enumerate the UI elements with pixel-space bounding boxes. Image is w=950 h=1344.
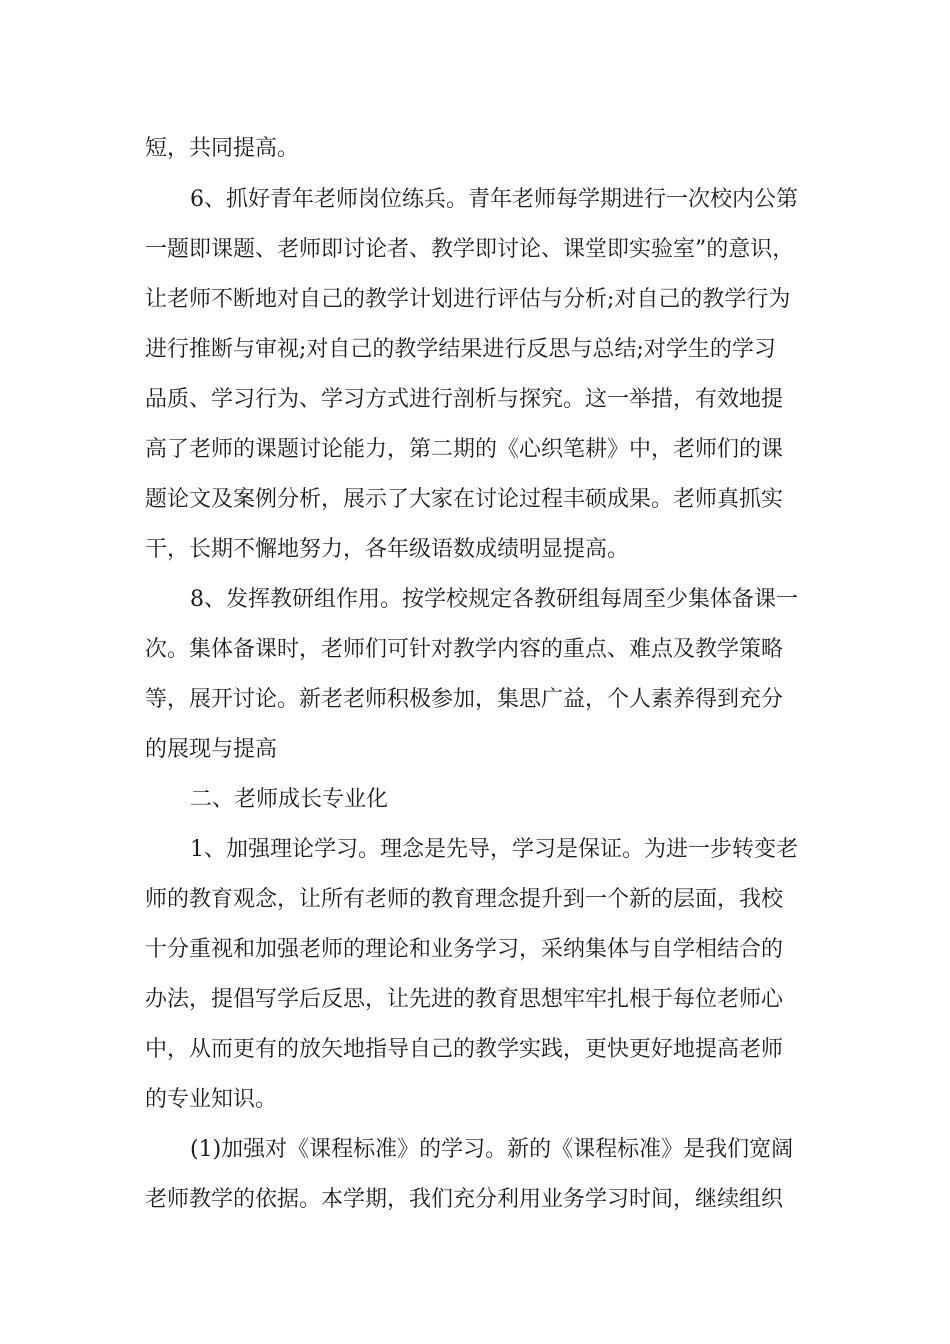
line-text: 让老师不断地对自己的教学计划进行评估与分析;对自己的教学行为 [145,287,791,312]
text-line [0,1032,950,1068]
text-line [0,332,950,368]
line-text: 师的教育观念，让所有老师的教育理念提升到一个新的层面，我校 [145,887,784,912]
text-line [0,131,950,167]
text-line [0,382,950,418]
text-line [0,832,950,868]
line-text: 一题即课题、老师即讨论者、教学即讨论、课堂即实验室”的意识， [145,237,795,262]
line-text: 1、加强理论学习。理念是先导，学习是保证。为进一步转变老 [190,837,798,862]
text-line [0,1182,950,1218]
text-line [0,282,950,318]
text-line [0,932,950,968]
text-line [0,182,950,218]
text-line [0,1132,950,1168]
line-text: 中，从而更有的放矢地指导自己的教学实践，更快更好地提高老师 [145,1037,784,1062]
text-line [0,482,950,518]
text-line [0,632,950,668]
line-text: 办法，提倡写学后反思，让先进的教育思想牢牢扎根于每位老师心 [145,987,784,1012]
text-line [0,582,950,618]
heading-text: 二、老师成长专业化 [190,787,389,812]
text-line [0,432,950,468]
text-line [0,682,950,718]
line-text: 老师教学的依据。本学期，我们充分利用业务学习时间，继续组织 [145,1187,784,1212]
line-text: 干，长期不懈地努力，各年级语数成绩明显提高。 [145,537,630,562]
line-text: 题论文及案例分析，展示了大家在讨论过程丰硕成果。老师真抓实 [145,487,784,512]
line-text: (1)加强对《课程标准》的学习。新的《课程标准》是我们宽阔 [190,1137,794,1162]
text-line [0,732,950,768]
line-text: 进行推断与审视;对自己的教学结果进行反思与总结;对学生的学习 [145,337,776,362]
line-text: 高了老师的课题讨论能力，第二期的《心织笔耕》中，老师们的课 [145,437,784,462]
section-heading [0,782,950,818]
text-line [0,982,950,1018]
line-text: 十分重视和加强老师的理论和业务学习，采纳集体与自学相结合的 [145,937,784,962]
text-line [0,1082,950,1118]
text-line [0,532,950,568]
text-line [0,882,950,918]
line-text: 8、发挥教研组作用。按学校规定各教研组每周至少集体备课一 [190,587,798,612]
line-text: 短，共同提高。 [145,136,300,161]
text-line [0,232,950,268]
line-text: 等，展开讨论。新老老师积极参加，集思广益，个人素养得到充分 [145,687,784,712]
line-text: 的展现与提高 [145,737,278,762]
line-text: 的专业知识。 [145,1087,278,1112]
line-text: 品质、学习行为、学习方式进行剖析与探究。这一举措，有效地提 [145,387,784,412]
line-text: 次。集体备课时，老师们可针对教学内容的重点、难点及教学策略 [145,637,784,662]
line-text: 6、抓好青年老师岗位练兵。青年老师每学期进行一次校内公第 [190,187,798,212]
